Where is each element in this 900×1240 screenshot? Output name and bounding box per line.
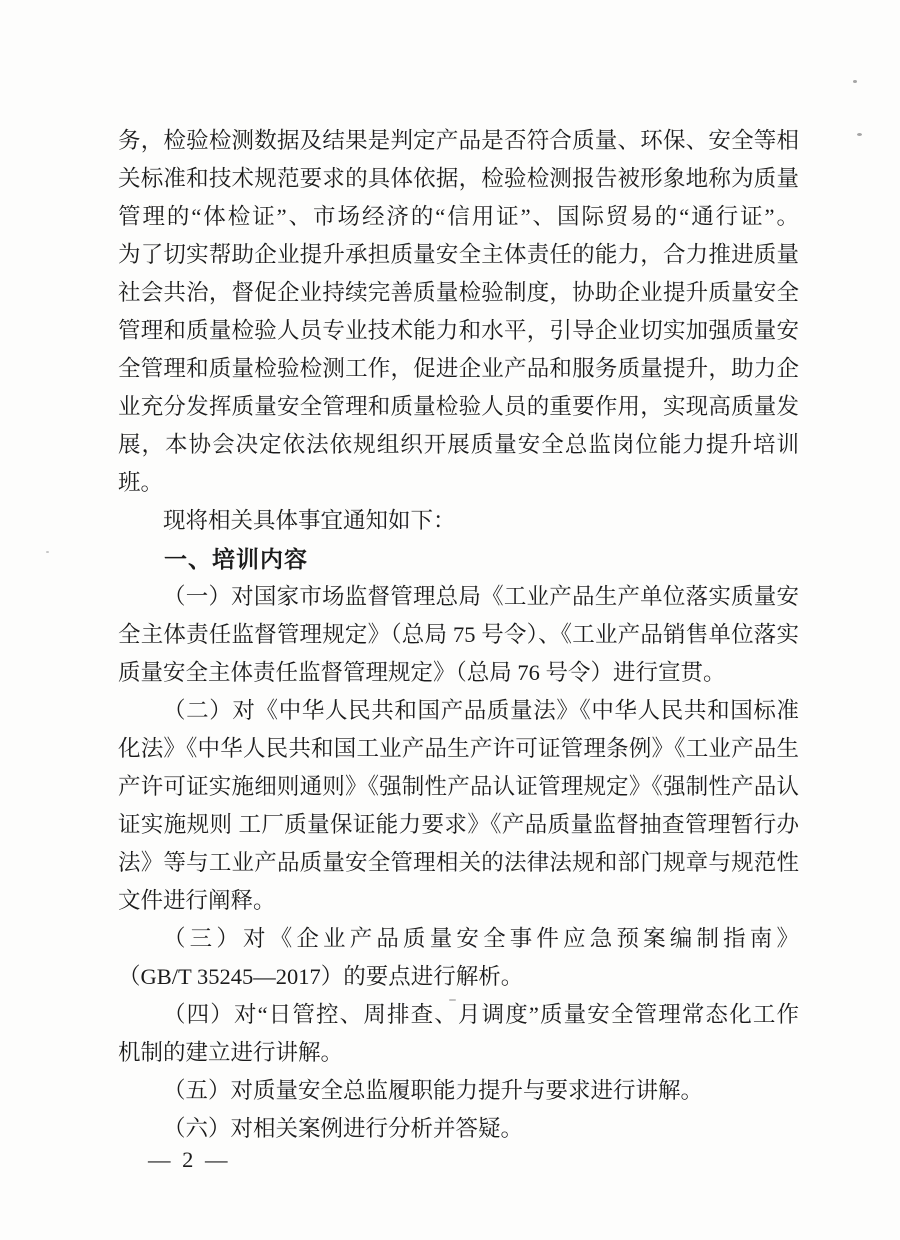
notice-intro-line: 现将相关具体事宜通知如下： bbox=[163, 508, 456, 533]
body-line: 法》等与工业产品质量安全管理相关的法律法规和部门规章与规范性 bbox=[118, 850, 799, 875]
section-heading-training-content: 一、培训内容 bbox=[164, 546, 308, 572]
body-line: 证实施规则 工厂质量保证能力要求》《产品质量监督抽查管理暂行办 bbox=[118, 812, 799, 837]
item-four-line: （四）对“日管控、周排查、月调度”质量安全管理常态化工作 bbox=[163, 1002, 799, 1027]
body-line: 产许可证实施细则通则》《强制性产品认证管理规定》《强制性产品认 bbox=[118, 774, 799, 799]
item-one-line: （一）对国家市场监督管理总局《工业产品生产单位落实质量安 bbox=[163, 584, 799, 609]
item-two-line: （二）对《中华人民共和国产品质量法》《中华人民共和国标准 bbox=[163, 698, 799, 723]
body-line: 机制的建立进行讲解。 bbox=[118, 1040, 344, 1065]
body-line: 务，检验检测数据及结果是判定产品是否符合质量、环保、安全等相 bbox=[118, 128, 799, 153]
scan-speck bbox=[46, 551, 49, 553]
body-line: 业充分发挥质量安全管理和质量检验人员的重要作用，实现高质量发 bbox=[118, 394, 799, 419]
body-line: 质量安全主体责任监督管理规定》（总局 76 号令）进行宣贯。 bbox=[118, 660, 726, 685]
page-number: — 2 — bbox=[148, 1147, 231, 1172]
document-body bbox=[118, 122, 799, 1148]
item-three-line: （三）对《企业产品质量安全事件应急预案编制指南》 bbox=[163, 926, 799, 951]
scan-speck bbox=[857, 133, 862, 136]
scan-speck bbox=[449, 999, 456, 1001]
body-line: 展，本协会决定依法依规组织开展质量安全总监岗位能力提升培训 bbox=[118, 432, 799, 457]
standard-reference-line: （GB/T 35245—2017）的要点进行解析。 bbox=[118, 964, 524, 989]
item-five-line: （五）对质量安全总监履职能力提升与要求进行讲解。 bbox=[163, 1078, 704, 1103]
body-line: 文件进行阐释。 bbox=[118, 888, 276, 913]
body-line: 社会共治，督促企业持续完善质量检验制度，协助企业提升质量安全 bbox=[118, 280, 799, 305]
body-line: 管理的“体检证”、市场经济的“信用证”、国际贸易的“通行证”。 bbox=[118, 204, 799, 229]
body-line: 全管理和质量检验检测工作，促进企业产品和服务质量提升，助力企 bbox=[118, 356, 799, 381]
body-line: 管理和质量检验人员专业技术能力和水平，引导企业切实加强质量安 bbox=[118, 318, 799, 343]
item-six-line: （六）对相关案例进行分析并答疑。 bbox=[163, 1116, 524, 1141]
scan-speck bbox=[853, 80, 857, 83]
body-line: 关标准和技术规范要求的具体依据，检验检测报告被形象地称为质量 bbox=[118, 166, 799, 191]
body-line: 化法》《中华人民共和国工业产品生产许可证管理条例》《工业产品生 bbox=[118, 736, 799, 761]
body-line: 为了切实帮助企业提升承担质量安全主体责任的能力，合力推进质量 bbox=[118, 242, 799, 267]
body-line: 班。 bbox=[118, 470, 164, 495]
body-line: 全主体责任监督管理规定》（总局 75 号令）、《工业产品销售单位落实 bbox=[118, 622, 799, 647]
